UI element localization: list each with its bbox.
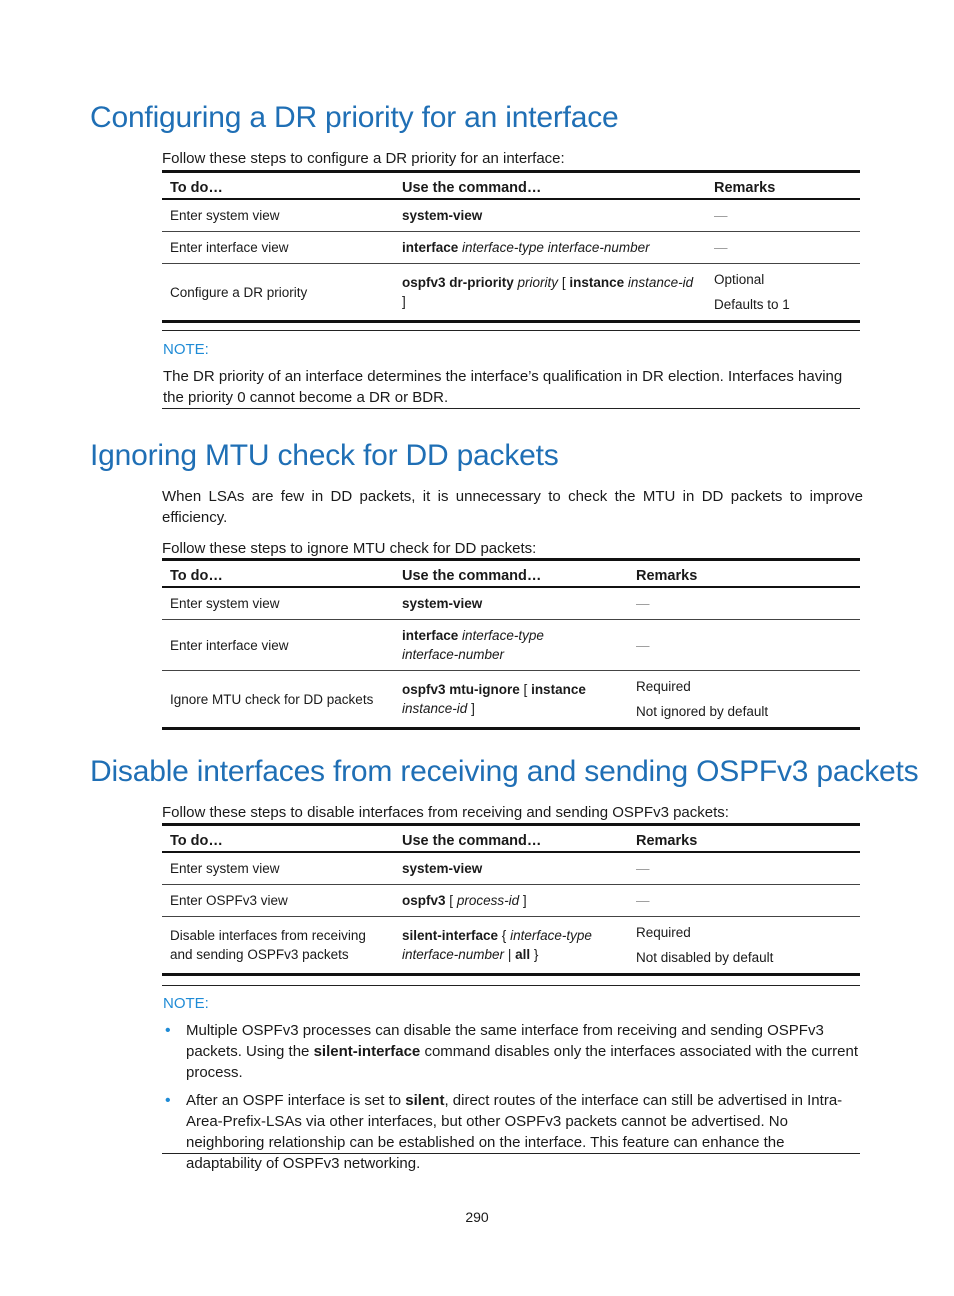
command-argument: priority [517, 275, 559, 290]
section-title-disable-interfaces: Disable interfaces from receiving and sending OSPFv3 packets [90, 755, 919, 788]
todo-cell: Enter system view [170, 861, 280, 876]
intro-text: Follow these steps to ignore MTU check for DD packets: [162, 540, 537, 557]
remarks-cell: — [628, 620, 860, 671]
note-label: NOTE: [163, 341, 209, 358]
remarks-cell: — [636, 861, 650, 876]
command-table-silent-interface [162, 823, 860, 976]
column-header: Remarks [706, 172, 860, 200]
remark-line: Defaults to 1 [714, 297, 790, 312]
todo-cell: Enter interface view [162, 620, 394, 671]
note-bullet-list [163, 1020, 861, 1181]
bracket: ] [402, 294, 406, 309]
bullet-text: , direct routes of the interface can still be advertised in Intra-Area-Prefix-LSAs via other interfaces, but other OSPFv3 packets cannot be advertised. No neighboring relationship can be established on the interface. This feature can enhance the adaptability of OSPFv3 networking. [186, 1092, 843, 1172]
note-top-rule [162, 330, 860, 331]
brace: { [501, 928, 507, 943]
command-cell [394, 852, 628, 885]
command-cell [394, 917, 628, 975]
table-row [162, 264, 860, 322]
command-keyword: system-view [402, 208, 483, 223]
table-row [162, 199, 860, 232]
bracket: [ [523, 682, 528, 697]
remark-line: Required [636, 925, 691, 940]
command-argument: interface-type [462, 628, 544, 643]
remarks-cell: — [714, 208, 728, 223]
list-item [163, 1020, 861, 1083]
remarks-cell [628, 671, 860, 729]
table-header-row [162, 172, 860, 200]
note-label: NOTE: [163, 995, 209, 1012]
command-cell [394, 620, 628, 671]
todo-cell: Enter system view [170, 596, 280, 611]
todo-cell: Enter OSPFv3 view [162, 885, 394, 917]
todo-cell: Enter system view [170, 208, 280, 223]
command-keyword: system-view [402, 861, 483, 876]
command-cell [394, 199, 706, 232]
command-keyword: ospfv3 dr-priority [402, 275, 514, 290]
remarks-cell: — [636, 596, 650, 611]
bullet-text: command disables only the interfaces associated with the current process. [186, 1043, 859, 1081]
table-row [162, 232, 860, 264]
command-cell [394, 232, 706, 264]
bracket: [ [449, 893, 454, 908]
bracket: ] [522, 893, 527, 908]
column-header: Use the command… [394, 560, 628, 588]
todo-cell: Enter interface view [162, 232, 394, 264]
table-row [162, 917, 860, 975]
column-header: To do… [162, 825, 394, 853]
command-argument: instance-id [627, 275, 694, 290]
todo-line: and sending OSPFv3 packets [170, 947, 349, 962]
table-row [162, 885, 860, 917]
list-item [163, 1090, 861, 1174]
command-argument: interface-type interface-number [462, 240, 650, 255]
command-cell [394, 671, 628, 729]
column-header: Use the command… [394, 172, 706, 200]
note-bottom-rule [162, 1153, 860, 1154]
command-keyword: silent-interface [313, 1043, 421, 1060]
bullet-text: Multiple OSPFv3 processes can disable the same interface from receiving and sending OSPFv3 packets. Using the [186, 1022, 824, 1060]
table-row [162, 620, 860, 671]
table-header-row [162, 825, 860, 853]
column-header: Remarks [628, 560, 860, 588]
bracket: ] [471, 701, 475, 716]
brace: } [533, 947, 539, 962]
page-number: 290 [465, 1209, 489, 1225]
command-keyword: all [515, 947, 531, 962]
note-text: The DR priority of an interface determines the interface’s qualification in DR election. Interfaces having the priority 0 cannot become a DR or BDR. [163, 368, 843, 406]
table-row [162, 671, 860, 729]
command-keyword: instance [531, 682, 586, 697]
remarks-cell [628, 917, 860, 975]
command-keyword: ospfv3 mtu-ignore [402, 682, 520, 697]
command-table-dr-priority [162, 170, 860, 323]
command-cell [394, 587, 628, 620]
remark-line: Not ignored by default [636, 704, 769, 719]
remarks-cell: — [628, 885, 860, 917]
command-argument: interface-number [402, 647, 505, 662]
section-title-mtu-check: Ignoring MTU check for DD packets [90, 439, 559, 472]
table-row [162, 587, 860, 620]
table-row [162, 852, 860, 885]
column-header: To do… [162, 172, 394, 200]
remark-line: Optional [714, 272, 765, 287]
todo-cell: Ignore MTU check for DD packets [162, 671, 394, 729]
command-argument: interface-number [402, 947, 505, 962]
table-header-row [162, 560, 860, 588]
bracket: [ [561, 275, 566, 290]
pipe: | [507, 947, 512, 962]
section-title-dr-priority: Configuring a DR priority for an interface [90, 101, 619, 134]
remark-line: Not disabled by default [636, 950, 774, 965]
todo-cell: Configure a DR priority [162, 264, 394, 322]
command-keyword: silent-interface [402, 928, 499, 943]
note-top-rule [162, 985, 860, 986]
command-keyword: interface [402, 240, 459, 255]
command-keyword: silent [405, 1092, 445, 1109]
note-bottom-rule [162, 408, 860, 409]
intro-text: Follow these steps to disable interfaces from receiving and sending OSPFv3 packets: [162, 804, 729, 821]
command-cell [394, 264, 706, 322]
intro-text: Follow these steps to configure a DR priority for an interface: [162, 150, 565, 167]
command-cell [394, 885, 628, 917]
command-keyword: system-view [402, 596, 483, 611]
command-argument: process-id [456, 893, 520, 908]
command-argument: instance-id [402, 701, 468, 716]
bullet-icon: • [165, 1092, 171, 1109]
remarks-cell [706, 264, 860, 322]
todo-line: Disable interfaces from receiving [170, 928, 366, 943]
command-table-mtu-ignore [162, 558, 860, 730]
remarks-cell: — [706, 232, 860, 264]
todo-cell [162, 917, 394, 975]
column-header: To do… [162, 560, 394, 588]
command-keyword: instance [569, 275, 625, 290]
bullet-icon: • [165, 1022, 171, 1039]
bullet-text: After an OSPF interface is set to [186, 1092, 406, 1109]
remark-line: Required [636, 679, 691, 694]
column-header: Use the command… [394, 825, 628, 853]
command-keyword: ospfv3 [402, 893, 446, 908]
command-argument: interface-type [510, 928, 592, 943]
column-header: Remarks [628, 825, 860, 853]
body-paragraph: When LSAs are few in DD packets, it is unnecessary to check the MTU in DD packets to improve efficiency. [162, 488, 863, 526]
command-keyword: interface [402, 628, 459, 643]
